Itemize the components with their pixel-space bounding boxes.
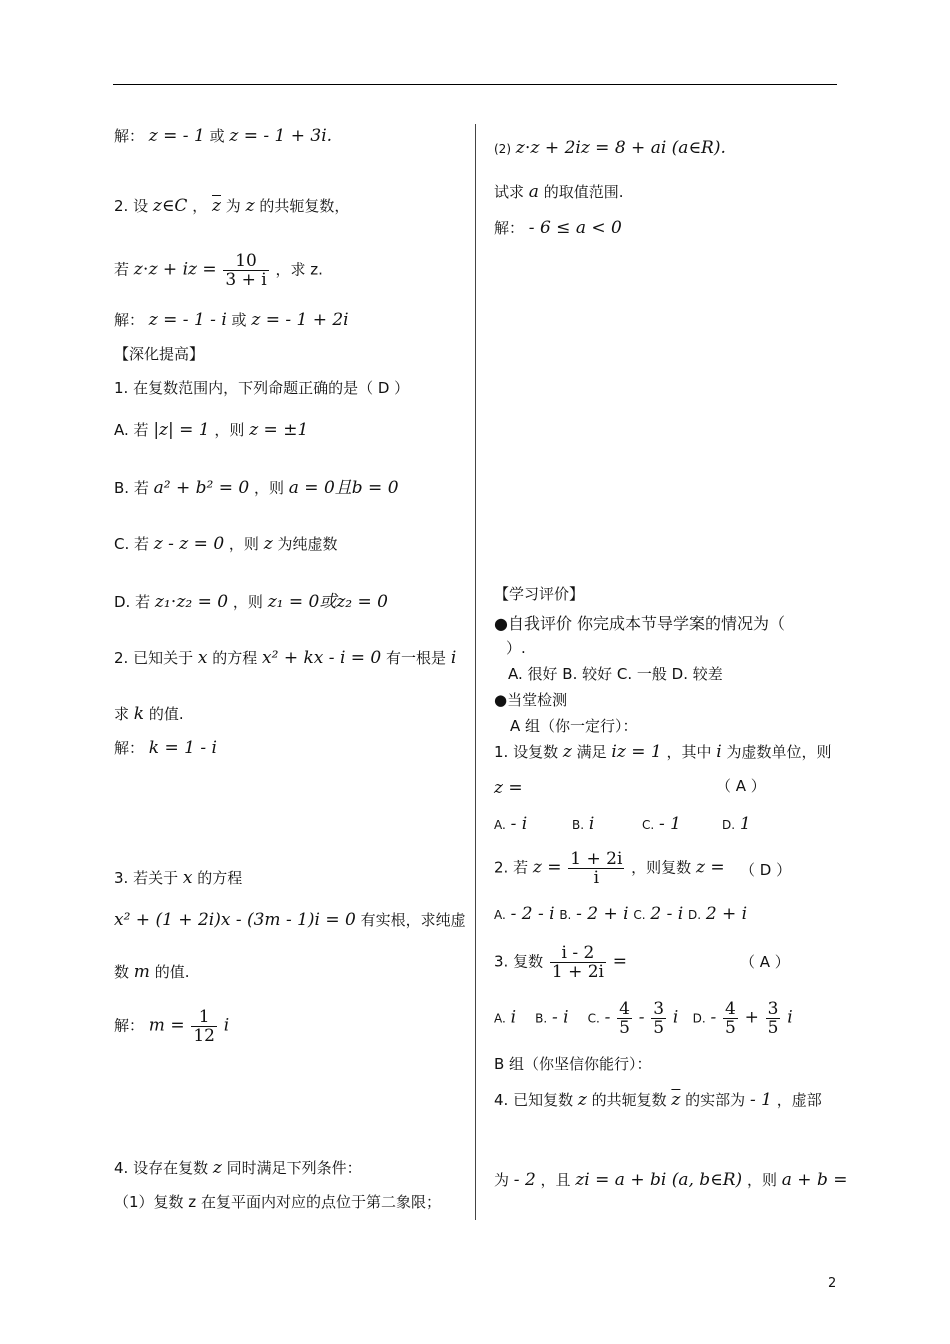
test-q3-stem: 3. 复数 $\frac{i - 2}{1 + 2i}$ = — [494, 943, 628, 982]
self-evaluation-options: A. 很好 B. 较好 C. 一般 D. 较差 — [508, 665, 723, 683]
condition-2-answer: 解： - 6 ≤ a < 0 — [494, 218, 622, 238]
header-rule — [113, 84, 837, 85]
test-q3-answer: （ A ） — [740, 953, 790, 971]
column-divider — [475, 124, 476, 1220]
section-title-deepen: 【深化提高】 — [114, 345, 205, 363]
problem-3-line-3: 数 m 的值. — [114, 962, 190, 982]
page-number: 2 — [828, 1276, 837, 1291]
fraction: $\frac{i - 2}{1 + 2i}$ — [551, 943, 604, 982]
fraction: $\frac{4}{5}$ — [725, 999, 736, 1038]
group-a-title: A 组（你一定行）： — [510, 717, 638, 735]
problem-1-stem: 1. 在复数范围内，下列命题正确的是（ D ） — [114, 379, 410, 397]
option-c: C. 若 z - z = 0 ，则 z 为纯虚数 — [114, 534, 338, 554]
self-evaluation: ●自我评价 你完成本节导学案的情况为（ — [494, 614, 786, 633]
problem-3-equation: x² + (1 + 2i)x - (3m - 1)i = 0 有实根，求纯虚 — [114, 910, 466, 930]
problem-2-stem: 2. 已知关于 x 的方程 x² + kx - i = 0 有一根是 i — [114, 648, 457, 668]
test-q1-option-b: B. i — [572, 814, 595, 834]
test-q2-stem: 2. 若 z = $\frac{1 + 2i}{i}$ ，则复数 z = — [494, 849, 725, 888]
test-q2-answer: （ D ） — [740, 861, 792, 879]
test-q1-options: A. - i — [494, 814, 528, 834]
condition-2: (2) z⋅z + 2iz = 8 + ai (a∈R). — [494, 138, 726, 158]
section-title-evaluation: 【学习评价】 — [494, 585, 585, 603]
problem-3-stem: 3. 若关于 x 的方程 — [114, 868, 243, 888]
problem-2-answer: 解： k = 1 - i — [114, 738, 217, 758]
test-q1-line-2: z = — [494, 778, 523, 798]
question-2-answer: 解： z = - 1 - i 或 z = - 1 + 2i — [114, 310, 349, 330]
option-d: D. 若 z₁⋅z₂ = 0 ，则 z₁ = 0或z₂ = 0 — [114, 592, 388, 612]
fraction: $\frac{4}{5}$ — [619, 999, 630, 1038]
option-a: A. 若 |z| = 1 ，则 z = ±1 — [114, 420, 309, 440]
fraction: $\frac{1}{12}$ — [193, 1007, 215, 1046]
test-q2-options: A. - 2 - i B. - 2 + i C. 2 - i D. 2 + i — [494, 904, 748, 924]
answer-line-1: 解： z = - 1 或 z = - 1 + 3i. — [114, 126, 333, 146]
test-q1-stem: 1. 设复数 z 满足 iz = 1 ，其中 i 为虚数单位，则 — [494, 742, 832, 762]
option-b: B. 若 a² + b² = 0 ，则 a = 0且b = 0 — [114, 478, 399, 498]
test-q1-option-c: C. - 1 — [642, 814, 681, 834]
fraction: $\frac{3}{5}$ — [767, 999, 779, 1038]
self-evaluation-close: ）. — [506, 639, 526, 657]
test-q4-stem: 4. 已知复数 z 的共轭复数 $\overline{z}$ 的实部为 - 1 ，虚部 — [494, 1090, 822, 1110]
problem-2-line-2: 求 k 的值. — [114, 704, 184, 724]
fraction: $\frac{10}{3 + i}$ — [225, 251, 267, 290]
fraction: $\frac{1 + 2i}{i}$ — [570, 849, 623, 888]
classroom-test-title: ●当堂检测 — [494, 691, 568, 709]
test-q1-option-d: D. 1 — [722, 814, 751, 834]
test-q4-line-2: 为 - 2 ，且 zi = a + bi (a, b∈R) ，则 a + b = — [494, 1170, 848, 1190]
condition-2-question: 试求 a 的取值范围. — [494, 182, 624, 202]
test-q3-options: A. i B. - i C. - $\frac{4}{5}$ - $\frac{3}{5}$ i D. - $\frac{4}{5}$ + $\frac{3}{5}$ i — [494, 999, 793, 1038]
question-2-line-2: 若 z⋅z + iz = $\frac{10}{3 + i}$ ，求 z. — [114, 251, 323, 290]
test-q1-answer: （ A ） — [716, 777, 766, 795]
problem-3-answer: 解： m = $\frac{1}{12}$ i — [114, 1007, 230, 1046]
problem-4-condition-1: （1）复数 z 在复平面内对应的点位于第二象限； — [114, 1193, 441, 1211]
fraction: $\frac{3}{5}$ — [653, 999, 665, 1038]
question-2-line-1: 2. 设 z∈C ， $\overline{z}$ 为 z 的共轭复数， — [114, 196, 350, 216]
problem-4-stem: 4. 设存在复数 z 同时满足下列条件： — [114, 1158, 362, 1178]
group-b-title: B 组（你坚信你能行）： — [494, 1055, 652, 1073]
